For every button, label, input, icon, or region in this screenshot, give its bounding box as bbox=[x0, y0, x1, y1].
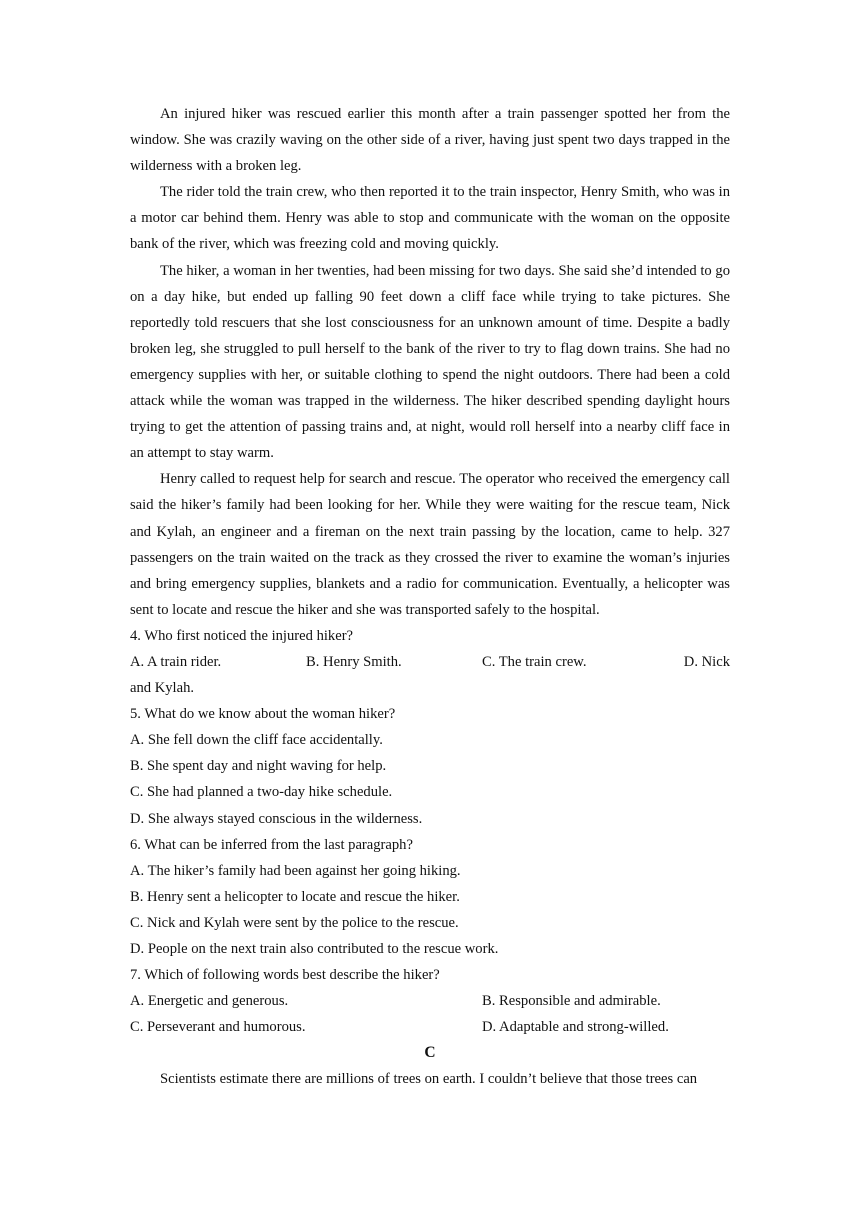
question-5-option-a: A. She fell down the cliff face accidentally. bbox=[130, 732, 383, 749]
question-5-option-c: C. She had planned a two-day hike schedule. bbox=[130, 784, 393, 801]
passage-paragraph-3: The hiker, a woman in her twenties, had been missing for two days. She said she’d intended to go on a day hike, but ended up falling 90 feet down a cliff face while trying to take pictures. She reportedly told rescuers that she lost consciousness for an unknown amount of time. Despite a badly broken leg, she struggled to pull herself to the bank of the river to try to flag down trains. She had no emergency supplies with her, or suitable clothing to spend the night outdoors. There had been a cold attack while the woman was trapped in the wilderness. The hiker described spending daylight hours trying to get the attention of passing trains and, at night, would roll herself into a nearby cliff face in an attempt to stay warm. bbox=[130, 262, 730, 462]
question-6-option-b: B. Henry sent a helicopter to locate and rescue the hiker. bbox=[130, 888, 460, 905]
question-4-option-d: D. Nick bbox=[683, 653, 730, 670]
question-6-option-d: D. People on the next train also contributed to the rescue work. bbox=[130, 941, 499, 957]
question-5-option-b: B. She spent day and night waving for help. bbox=[130, 758, 387, 775]
question-4-option-d-continued: and Kylah. bbox=[130, 680, 195, 697]
question-4-option-a: A. A train rider. bbox=[130, 653, 222, 670]
question-6-option-c: C. Nick and Kylah were sent by the police to the rescue. bbox=[130, 914, 459, 931]
question-4-options bbox=[130, 649, 730, 675]
passage-paragraph-4: Henry called to request help for search and rescue. The operator who received the emergency call said the hiker’s family had been looking for her. While they were waiting for the rescue team, Nick and Kylah, an engineer and a fireman on the next train passing by the location, came to help. 327 passengers on the train waited on the track as they crossed the river to examine the woman’s injuries and bring emergency supplies, blankets and a radio for communication. Eventually, a helicopter was sent to locate and rescue the hiker and she was transported safely to the hospital. bbox=[130, 471, 730, 618]
passage-paragraph-1: An injured hiker was rescued earlier this month after a train passenger spotted her from the window. She was crazily waving on the other side of a river, having just spent two days trapped in the wilderness with a broken leg. bbox=[130, 106, 730, 175]
question-4-option-b: B. Henry Smith. bbox=[306, 653, 402, 670]
question-7-stem: 7. Which of following words best describe the hiker? bbox=[130, 967, 440, 984]
question-4-stem: 4. Who first noticed the injured hiker? bbox=[130, 627, 354, 644]
document-page bbox=[130, 101, 730, 1092]
question-6-option-a: A. The hiker’s family had been against her going hiking. bbox=[130, 862, 461, 879]
section-heading: C bbox=[424, 1044, 436, 1062]
question-7-options-row-1 bbox=[130, 988, 730, 1014]
question-4-option-c: C. The train crew. bbox=[482, 653, 587, 670]
question-7-option-b: B. Responsible and admirable. bbox=[482, 993, 661, 1010]
section-c-first-line: Scientists estimate there are millions of trees on earth. I couldn’t believe that those trees can bbox=[160, 1071, 698, 1088]
question-5-option-d: D. She always stayed conscious in the wilderness. bbox=[130, 810, 423, 827]
question-7-options-row-2 bbox=[130, 1014, 730, 1040]
question-5-stem: 5. What do we know about the woman hiker? bbox=[130, 706, 396, 723]
question-7-option-d: D. Adaptable and strong-willed. bbox=[482, 1019, 669, 1036]
question-7-option-c: C. Perseverant and humorous. bbox=[130, 1019, 306, 1036]
question-6-stem: 6. What can be inferred from the last paragraph? bbox=[130, 836, 413, 853]
question-7-option-a: A. Energetic and generous. bbox=[130, 993, 289, 1010]
passage-paragraph-2: The rider told the train crew, who then reported it to the train inspector, Henry Smith, who was in a motor car behind them. Henry was able to stop and communicate with the woman on the opposite bank of the river, which was freezing cold and moving quickly. bbox=[130, 184, 730, 253]
